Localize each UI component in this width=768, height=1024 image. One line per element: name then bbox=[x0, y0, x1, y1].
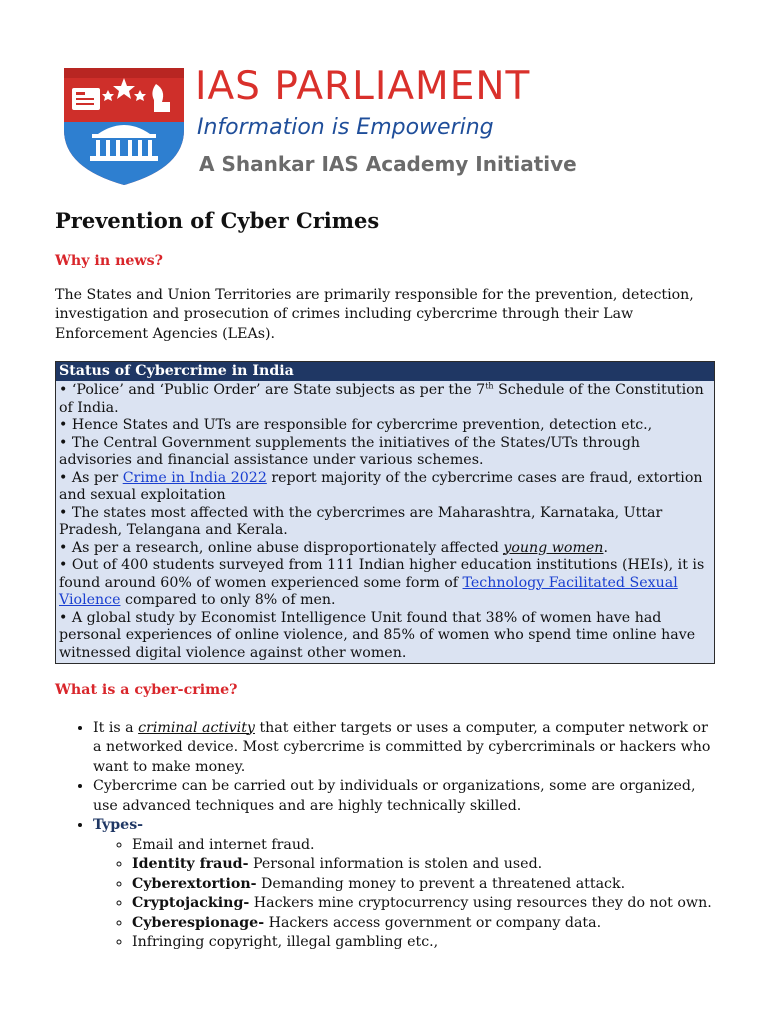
status-bullet-6-text-end: . bbox=[603, 539, 608, 556]
document-body bbox=[55, 206, 715, 953]
type-desc: Personal information is stolen and used. bbox=[248, 856, 543, 872]
status-bullet-5: • The states most affected with the cybercrimes are Maharashtra, Karnataka, Uttar Pradesh, Telangana and Kerala. bbox=[59, 504, 663, 538]
list-item-text: It is a bbox=[93, 719, 139, 736]
type-item bbox=[132, 875, 715, 895]
type-item bbox=[132, 933, 715, 953]
status-bullet-3: • The Central Government supplements the initiatives of the States/UTs through advisories and financial assistance under various schemes. bbox=[59, 434, 641, 468]
status-bullet-6 bbox=[59, 540, 711, 558]
status-bullet-1 bbox=[59, 382, 711, 417]
young-women-emphasis: young women bbox=[503, 539, 604, 556]
status-bullet-2: • Hence States and UTs are responsible for cybercrime prevention, detection etc., bbox=[59, 417, 653, 433]
crime-in-india-link[interactable]: Crime in India 2022 bbox=[122, 469, 267, 486]
type-term: Identity fraud- bbox=[132, 856, 249, 872]
intro-paragraph: The States and Union Territories are primarily responsible for the prevention, detection, investigation and prosecution of crimes including cybercrime through their Law Enforcement Agencies (LEAs). bbox=[55, 286, 694, 342]
shield-logo-icon bbox=[58, 64, 190, 186]
brand-subtitle: A Shankar IAS Academy Initiative bbox=[199, 152, 577, 176]
status-bullet-4-text-end: report majority of the cybercrime cases are fraud, extortion and sexual exploitation bbox=[59, 469, 703, 503]
brand-title: IAS PARLIAMENT bbox=[195, 64, 531, 109]
types-item bbox=[93, 816, 715, 953]
list-item: • Cybercrime can be carried out by individuals or organizations, some are organized, use advanced techniques and are highly technically skilled. bbox=[93, 777, 715, 816]
status-bullet-4-text: • As per bbox=[59, 469, 123, 486]
types-label: Types- bbox=[93, 817, 144, 833]
status-bullet-7-text-end: compared to only 8% of men. bbox=[120, 592, 336, 608]
cybercrime-list bbox=[55, 719, 715, 953]
type-term: Cyberextortion- bbox=[132, 875, 257, 892]
type-desc: Email and internet fraud. bbox=[132, 836, 315, 853]
type-term: Cryptojacking- bbox=[132, 895, 250, 911]
type-item bbox=[132, 836, 715, 856]
status-bullet-7-text: • Out of 400 students surveyed from 111 Indian higher education institutions (HEIs), it is found around 60% of women experienced some form of bbox=[59, 557, 705, 591]
type-item bbox=[132, 855, 715, 875]
type-desc: Hackers access government or company data. bbox=[264, 914, 602, 931]
type-desc: Hackers mine cryptocurrency using resources they do not own. bbox=[249, 895, 712, 911]
status-box bbox=[55, 361, 715, 664]
type-desc: Demanding money to prevent a threatened attack. bbox=[256, 875, 626, 892]
list-item-text-end: that either targets or uses a computer, a computer network or a networked device. Most cybercrime is committed by cybercriminals or hackers who want to make money. bbox=[93, 719, 711, 775]
status-box-body bbox=[56, 381, 714, 663]
status-bullet-1-text-end: Schedule of the Constitution of India. bbox=[59, 382, 704, 416]
type-item bbox=[132, 894, 715, 914]
page-header bbox=[58, 64, 718, 186]
tfsv-link[interactable]: Technology Facilitated Sexual Violence bbox=[59, 574, 678, 608]
status-bullet-1-text: • ‘Police’ and ‘Public Order’ are State subjects as per the 7 bbox=[59, 382, 486, 398]
type-term: Cyberespionage- bbox=[132, 914, 265, 931]
type-desc: Infringing copyright, illegal gambling etc., bbox=[132, 934, 439, 950]
page-title: Prevention of Cyber Crimes bbox=[55, 208, 380, 233]
status-bullet-8: • A global study by Economist Intelligence Unit found that 38% of women have had personal experiences of online violence, and 85% of women who spend time online have witnessed digital violence against other women. bbox=[59, 609, 696, 661]
status-bullet-6-text: • As per a research, online abuse disproportionately affected bbox=[59, 539, 504, 556]
status-bullet-7 bbox=[59, 557, 711, 610]
ordinal-superscript: th bbox=[485, 381, 494, 391]
status-bullet-4 bbox=[59, 470, 711, 505]
what-is-cybercrime-heading: What is a cyber-crime? bbox=[55, 682, 238, 698]
list-item bbox=[93, 719, 715, 778]
criminal-activity-emphasis: criminal activity bbox=[138, 719, 255, 736]
type-item bbox=[132, 914, 715, 934]
status-box-heading: Status of Cybercrime in India bbox=[56, 362, 714, 381]
why-in-news-heading: Why in news? bbox=[55, 253, 163, 269]
brand-tagline: Information is Empowering bbox=[197, 115, 494, 140]
types-list bbox=[93, 836, 715, 953]
